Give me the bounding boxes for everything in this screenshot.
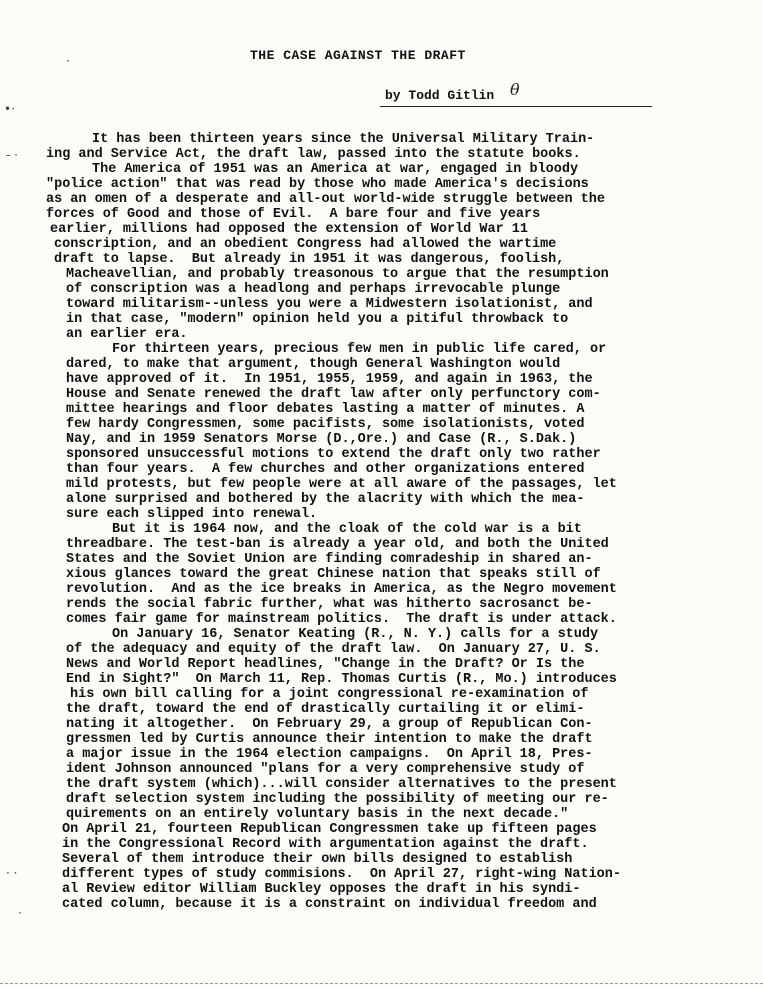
text-line: ing and Service Act, the draft law, passed into the statute books. xyxy=(46,147,581,162)
text-line: Nay, and in 1959 Senators Morse (D.,Ore.) and Case (R., S.Dak.) xyxy=(66,432,577,447)
document-body xyxy=(46,132,686,912)
text-line: threadbare. The test-ban is already a year old, and both the United xyxy=(66,537,609,552)
text-line: toward militarism--unless you were a Midwestern isolationist, and xyxy=(66,297,593,312)
text-line: a major issue in the 1964 election campaigns. On April 18, Pres- xyxy=(66,747,593,762)
text-line: It has been thirteen years since the Universal Military Train- xyxy=(92,132,595,147)
text-line: draft selection system including the possibility of meeting our re- xyxy=(66,792,609,807)
text-line: sure each slipped into renewal. xyxy=(66,507,318,522)
text-line: cated column, because it is a constraint on individual freedom and xyxy=(62,897,597,912)
author-byline: by Todd Gitlin xyxy=(385,88,495,103)
text-line: the draft, toward the end of drastically curtailing it or elimi- xyxy=(66,702,585,717)
text-line: House and Senate renewed the draft law after only perfunctory com- xyxy=(66,387,601,402)
text-line: than four years. A few churches and other organizations entered xyxy=(66,462,585,477)
text-line: On January 16, Senator Keating (R., N. Y.) calls for a study xyxy=(112,627,599,642)
text-line: rends the social fabric further, what was hitherto sacrosanct be- xyxy=(66,597,593,612)
margin-mark: · xyxy=(18,906,22,920)
byline-underline xyxy=(380,106,652,107)
text-line: of conscription was a headlong and perhaps irrevocable plunge xyxy=(66,282,561,297)
page-bottom-edge xyxy=(0,983,763,985)
text-line: Macheavellian, and probably treasonous to argue that the resumption xyxy=(66,267,609,282)
text-line: his own bill calling for a joint congressional re-examination of xyxy=(70,687,589,702)
text-line: different types of study commisions. On April 27, right-wing Nation- xyxy=(62,867,621,882)
text-line: alone surprised and bothered by the alacrity with which the mea- xyxy=(66,492,585,507)
text-line: But it is 1964 now, and the cloak of the cold war is a bit xyxy=(112,522,582,537)
margin-mark: · · xyxy=(6,866,18,880)
text-line: xious glances toward the great Chinese nation that speaks still of xyxy=(66,567,601,582)
text-line: forces of Good and those of Evil. A bare four and five years xyxy=(46,207,541,222)
text-line: revolution. And as the ice breaks in America, as the Negro movement xyxy=(66,582,617,597)
text-line: the draft system (which)...will consider alternatives to the present xyxy=(66,777,617,792)
margin-mark: · xyxy=(66,54,70,68)
text-line: of the adequacy and equity of the draft law. On January 27, U. S. xyxy=(66,642,601,657)
text-line: in the Congressional Record with argumentation against the draft. xyxy=(62,837,589,852)
text-line: For thirteen years, precious few men in public life cared, or xyxy=(112,342,607,357)
text-line: dared, to make that argument, though General Washington would xyxy=(66,357,561,372)
handwritten-mark: θ xyxy=(510,80,520,99)
text-line: earlier, millions had opposed the extension of World War 11 xyxy=(50,222,528,237)
text-line: have approved of it. In 1951, 1955, 1959, and again in 1963, the xyxy=(66,372,593,387)
text-line: sponsored unsuccessful motions to extend the draft only two rather xyxy=(66,447,601,462)
text-line: few hardy Congressmen, some pacifists, some isolationists, voted xyxy=(66,417,585,432)
text-line: conscription, and an obedient Congress had allowed the wartime xyxy=(54,237,557,252)
text-line: ident Johnson announced "plans for a very comprehensive study of xyxy=(66,762,585,777)
text-line: an earlier era. xyxy=(66,327,188,342)
text-line: News and World Report headlines, "Change in the Draft? Or Is the xyxy=(66,657,585,672)
margin-mark: •· xyxy=(4,102,15,116)
text-line: gressmen led by Curtis announce their intention to make the draft xyxy=(66,732,593,747)
margin-mark: - · xyxy=(6,148,18,162)
text-line: On April 21, fourteen Republican Congressmen take up fifteen pages xyxy=(62,822,597,837)
text-line: draft to lapse. But already in 1951 it was dangerous, foolish, xyxy=(54,252,565,267)
text-line: nating it altogether. On February 29, a group of Republican Con- xyxy=(66,717,593,732)
text-line: in that case, "modern" opinion held you a pitiful throwback to xyxy=(66,312,569,327)
document-title: THE CASE AGAINST THE DRAFT xyxy=(250,48,466,63)
text-line: "police action" that was read by those who made America's decisions xyxy=(46,177,589,192)
text-line: comes fair game for mainstream politics. The draft is under attack. xyxy=(66,612,617,627)
text-line: mittee hearings and floor debates lasting a matter of minutes. A xyxy=(66,402,585,417)
text-line: as an omen of a desperate and all-out world-wide struggle between the xyxy=(46,192,605,207)
text-line: The America of 1951 was an America at war, engaged in bloody xyxy=(92,162,579,177)
text-line: Several of them introduce their own bills designed to establish xyxy=(62,852,573,867)
text-line: al Review editor William Buckley opposes the draft in his syndi- xyxy=(62,882,581,897)
text-line: quirements on an entirely voluntary basis in the next decade." xyxy=(66,807,569,822)
text-line: mild protests, but few people were at all aware of the passages, let xyxy=(66,477,617,492)
text-line: End in Sight?" On March 11, Rep. Thomas Curtis (R., Mo.) introduces xyxy=(66,672,617,687)
text-line: States and the Soviet Union are finding comradeship in shared an- xyxy=(66,552,593,567)
